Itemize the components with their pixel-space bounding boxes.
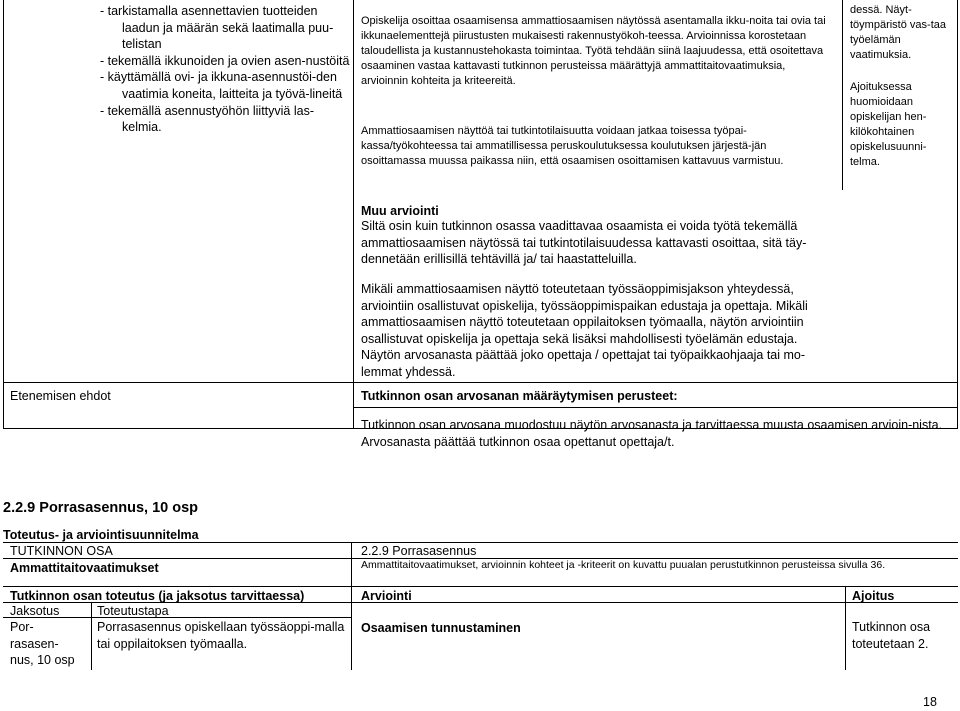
osaamisen-label: Osaamisen tunnustaminen xyxy=(361,621,521,635)
table-inner-line xyxy=(353,407,958,408)
list-item: - tekemällä asennustyöhön liittyviä las-kelmia. xyxy=(100,103,314,135)
table-divider-3 xyxy=(842,0,843,190)
col-line xyxy=(845,586,846,670)
muu-arviointi-heading: Muu arviointi xyxy=(361,204,439,218)
table-border-left xyxy=(3,0,4,428)
bullet-list xyxy=(100,3,350,136)
jaksotus-label: Jaksotus xyxy=(10,604,60,618)
row-line xyxy=(3,542,958,543)
list-item: - tarkistamalla asennettavien tuotteiden laadun ja määrän sekä laatimalla puu-telistan xyxy=(100,4,334,52)
arviointi-label: Arviointi xyxy=(361,589,412,603)
table-row-divider xyxy=(3,382,958,383)
col-line xyxy=(91,602,92,670)
mid-para-4: Mikäli ammattiosaamisen näyttö toteutetaan työssäoppimisjakson yhteydessä, arviointiin osallistuvat opiskelija, työssäoppimispaikan edustaja ja opettaja. Mikäli ammattiosaamisen näyttö toteutetaan oppilaitoksen työmaalla, näytön arviointiin osallistuvat opiskelija ja opettaja sekä lisäksi mahdollisesti työelämän edustaja. Näytön arvosanasta päättää joko opettaja / opettajat tai työpaikkaohjaaja tai mo-lemmat yhdessä. xyxy=(361,282,808,379)
mid-para-3: Siltä osin kuin tutkinnon osassa vaadittavaa osaamista ei voida työtä tekemällä ammattiosaamisen näytössä tai tutkintotilaisuudessa kattavasti osoittaa, sitä täy-dennetään erillisillä tehtävillä ja/ tai haastatteluilla. xyxy=(361,219,807,267)
table-border-right xyxy=(957,0,958,428)
toteutus-label: Tutkinnon osan toteutus (ja jaksotus tarvittaessa) xyxy=(10,589,305,603)
mid-para-1: Opiskelija osoittaa osaamisensa ammattiosaamisen näytössä asentamalla ikku-noita tai ovia tai ikkunaelementtejä piirustusten mukaisesti rakennustyökoh-teessa. Arvioinnissa korostetaan taloudellista ja kustannustehokasta toimintaa. Työtä tehdään siinä laajuudessa, että osoitettava osaaminen vastaa kattavasti tutkinnon perusteissa määrättyjä ammattitaitovaatimuksia, arvioinnin kohteita ja kriteereitä. xyxy=(361,15,826,87)
list-item: - käyttämällä ovi- ja ikkuna-asennustöi-den vaatimia koneita, laitteita ja työvä-lineitä xyxy=(100,70,343,101)
ammattitaito-label: Ammattitaitovaatimukset xyxy=(10,561,159,575)
section-subtitle: Toteutus- ja arviointisuunnitelma xyxy=(3,528,199,542)
tutkinnon-osa-value: 2.2.9 Porrasasennus xyxy=(361,544,477,558)
arvosana-text: Tutkinnon osan arvosana muodostuu näytön arvosanasta ja tarvittaessa muusta osaamisen arvioin-nista. Arvosanasta päättää tutkinnon osaa opettanut opettaja/t. xyxy=(361,418,943,449)
right-text-1: dessä. Näyt-töympäristö vas-taa työelämän vaatimuksia. xyxy=(850,4,946,61)
etenemisen-label: Etenemisen ehdot xyxy=(10,389,111,403)
ajoitus-label: Ajoitus xyxy=(852,589,895,603)
toteutustapa-text: Porrasasennus opiskellaan työssäoppi-malla tai oppilaitoksen työmaalla. xyxy=(97,620,345,651)
toteutustapa-label: Toteutustapa xyxy=(97,604,169,618)
mid-para-2: Ammattiosaamisen näyttöä tai tutkintotilaisuutta voidaan jatkaa toisessa työpai-kassa/työkohteessa tai ammatillisessa peruskoulutuksessa koulutuksen järjestä-jän osoittamassa muussa paikassa niin, että osaamisen osoittamisen kattavuus varmistuu. xyxy=(361,125,784,167)
row-line xyxy=(3,586,958,587)
arvosana-heading: Tutkinnon osan arvosanan määräytymisen perusteet: xyxy=(361,389,678,403)
tutkinnon-osa-label: TUTKINNON OSA xyxy=(10,544,113,558)
right-text-2: Ajoituksessa huomioidaan opiskelijan hen-kilökohtainen opiskelusuunni-telma. xyxy=(850,81,927,168)
ajoitus-text: Tutkinnon osa toteutetaan 2. xyxy=(852,620,931,651)
table-divider-1 xyxy=(353,0,354,428)
col-line xyxy=(351,542,352,670)
section-title: 2.2.9 Porrasasennus, 10 osp xyxy=(3,500,199,516)
jakso-name: Por-rasasen-nus, 10 osp xyxy=(10,620,75,668)
page-number: 18 xyxy=(923,695,937,709)
ammattitaito-value: Ammattitaitovaatimukset, arvioinnin kohteet ja -kriteerit on kuvattu puualan perustutkinnon perusteissa sivulla 36. xyxy=(361,559,886,571)
list-item: - tekemällä ikkunoiden ja ovien asen-nustöitä xyxy=(100,53,350,68)
